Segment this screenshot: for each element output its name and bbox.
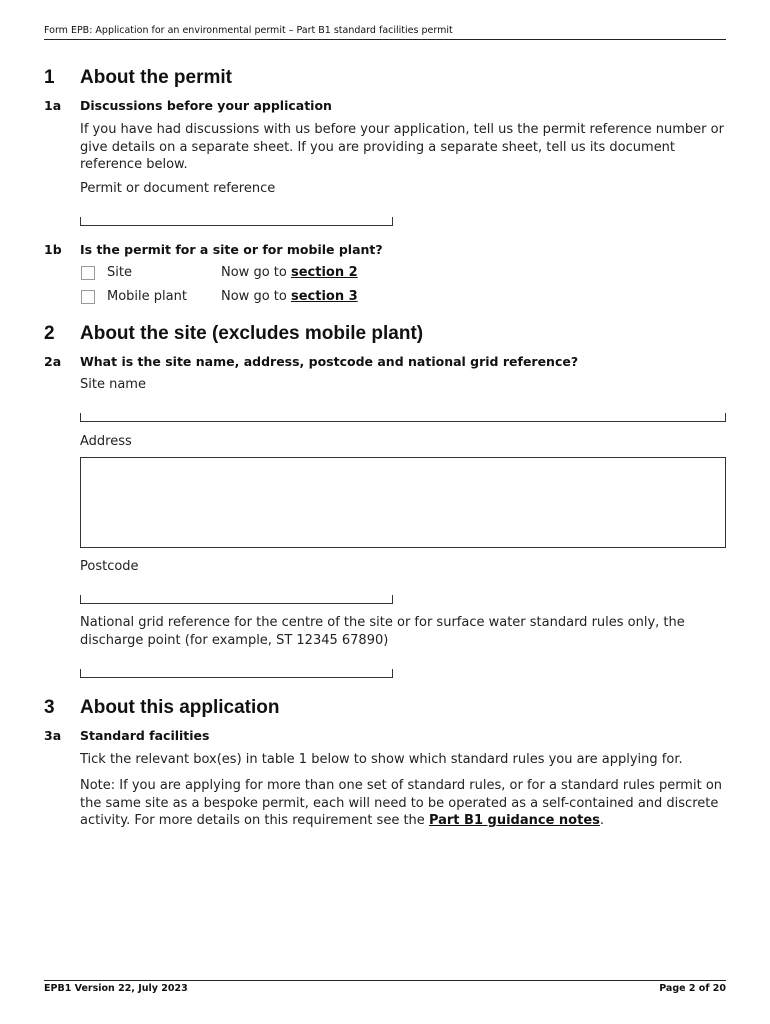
question-1a-number: 1a xyxy=(44,98,62,113)
question-3a-number: 3a xyxy=(44,728,62,743)
note-text: Note: If you are applying for more than one set of standard rules, or for a standard rules permit on the same site as a bespoke permit, each will need to be operated as a self-contained and discrete activity. For more details on this requirement see the xyxy=(80,778,723,828)
site-goto-prefix: Now go to xyxy=(221,265,287,280)
postcode-input[interactable] xyxy=(80,595,393,604)
section-3-link[interactable]: section 3 xyxy=(290,289,358,304)
address-textarea[interactable] xyxy=(80,457,726,548)
footer-divider xyxy=(44,980,726,981)
question-1a-instructions: If you have had discussions with us before your application, tell us the permit reference number or give details on a separate sheet. If you are providing a separate sheet, tell us its document reference below. xyxy=(80,122,724,172)
grid-reference-label: National grid reference for the centre of the site or for surface water standard rules only, the discharge point (for example, ST 12345 67890) xyxy=(80,615,685,648)
mobile-plant-checkbox[interactable] xyxy=(81,290,95,304)
permit-reference-label: Permit or document reference xyxy=(80,181,276,196)
question-3a-note xyxy=(80,777,728,830)
mobile-plant-option-label: Mobile plant xyxy=(107,289,187,304)
postcode-label: Postcode xyxy=(80,559,139,574)
section-3-number: 3 xyxy=(44,697,55,718)
site-goto-text xyxy=(221,265,358,280)
section-1-number: 1 xyxy=(44,67,55,88)
section-3-title: About this application xyxy=(80,697,280,718)
mobile-plant-goto-text xyxy=(221,289,358,304)
section-2-title: About the site (excludes mobile plant) xyxy=(80,323,424,344)
site-option-label: Site xyxy=(107,265,132,280)
permit-reference-input[interactable] xyxy=(80,217,393,226)
site-name-input[interactable] xyxy=(80,413,726,422)
header-divider xyxy=(44,39,726,40)
section-1-title: About the permit xyxy=(80,67,232,88)
footer-version: EPB1 Version 22, July 2023 xyxy=(44,983,188,994)
question-1b-title: Is the permit for a site or for mobile plant? xyxy=(80,242,383,257)
mobile-plant-goto-prefix: Now go to xyxy=(221,289,287,304)
guidance-notes-link[interactable]: Part B1 guidance notes xyxy=(428,813,600,828)
grid-reference-input[interactable] xyxy=(80,669,393,678)
note-end: . xyxy=(599,813,605,828)
section-2-number: 2 xyxy=(44,323,55,344)
question-3a-instructions: Tick the relevant box(es) in table 1 below to show which standard rules you are applying for. xyxy=(80,752,683,767)
question-2a-number: 2a xyxy=(44,354,62,369)
address-label: Address xyxy=(80,434,132,449)
form-header-title: Form EPB: Application for an environmental permit – Part B1 standard facilities permit xyxy=(44,25,453,36)
site-checkbox[interactable] xyxy=(81,266,95,280)
question-1b-number: 1b xyxy=(44,242,62,257)
site-name-label: Site name xyxy=(80,377,146,392)
question-1a-title: Discussions before your application xyxy=(80,98,332,113)
section-2-link[interactable]: section 2 xyxy=(290,265,358,280)
question-3a-title: Standard facilities xyxy=(80,728,210,743)
question-2a-title: What is the site name, address, postcode and national grid reference? xyxy=(80,354,579,369)
footer-page-number: Page 2 of 20 xyxy=(659,983,726,994)
